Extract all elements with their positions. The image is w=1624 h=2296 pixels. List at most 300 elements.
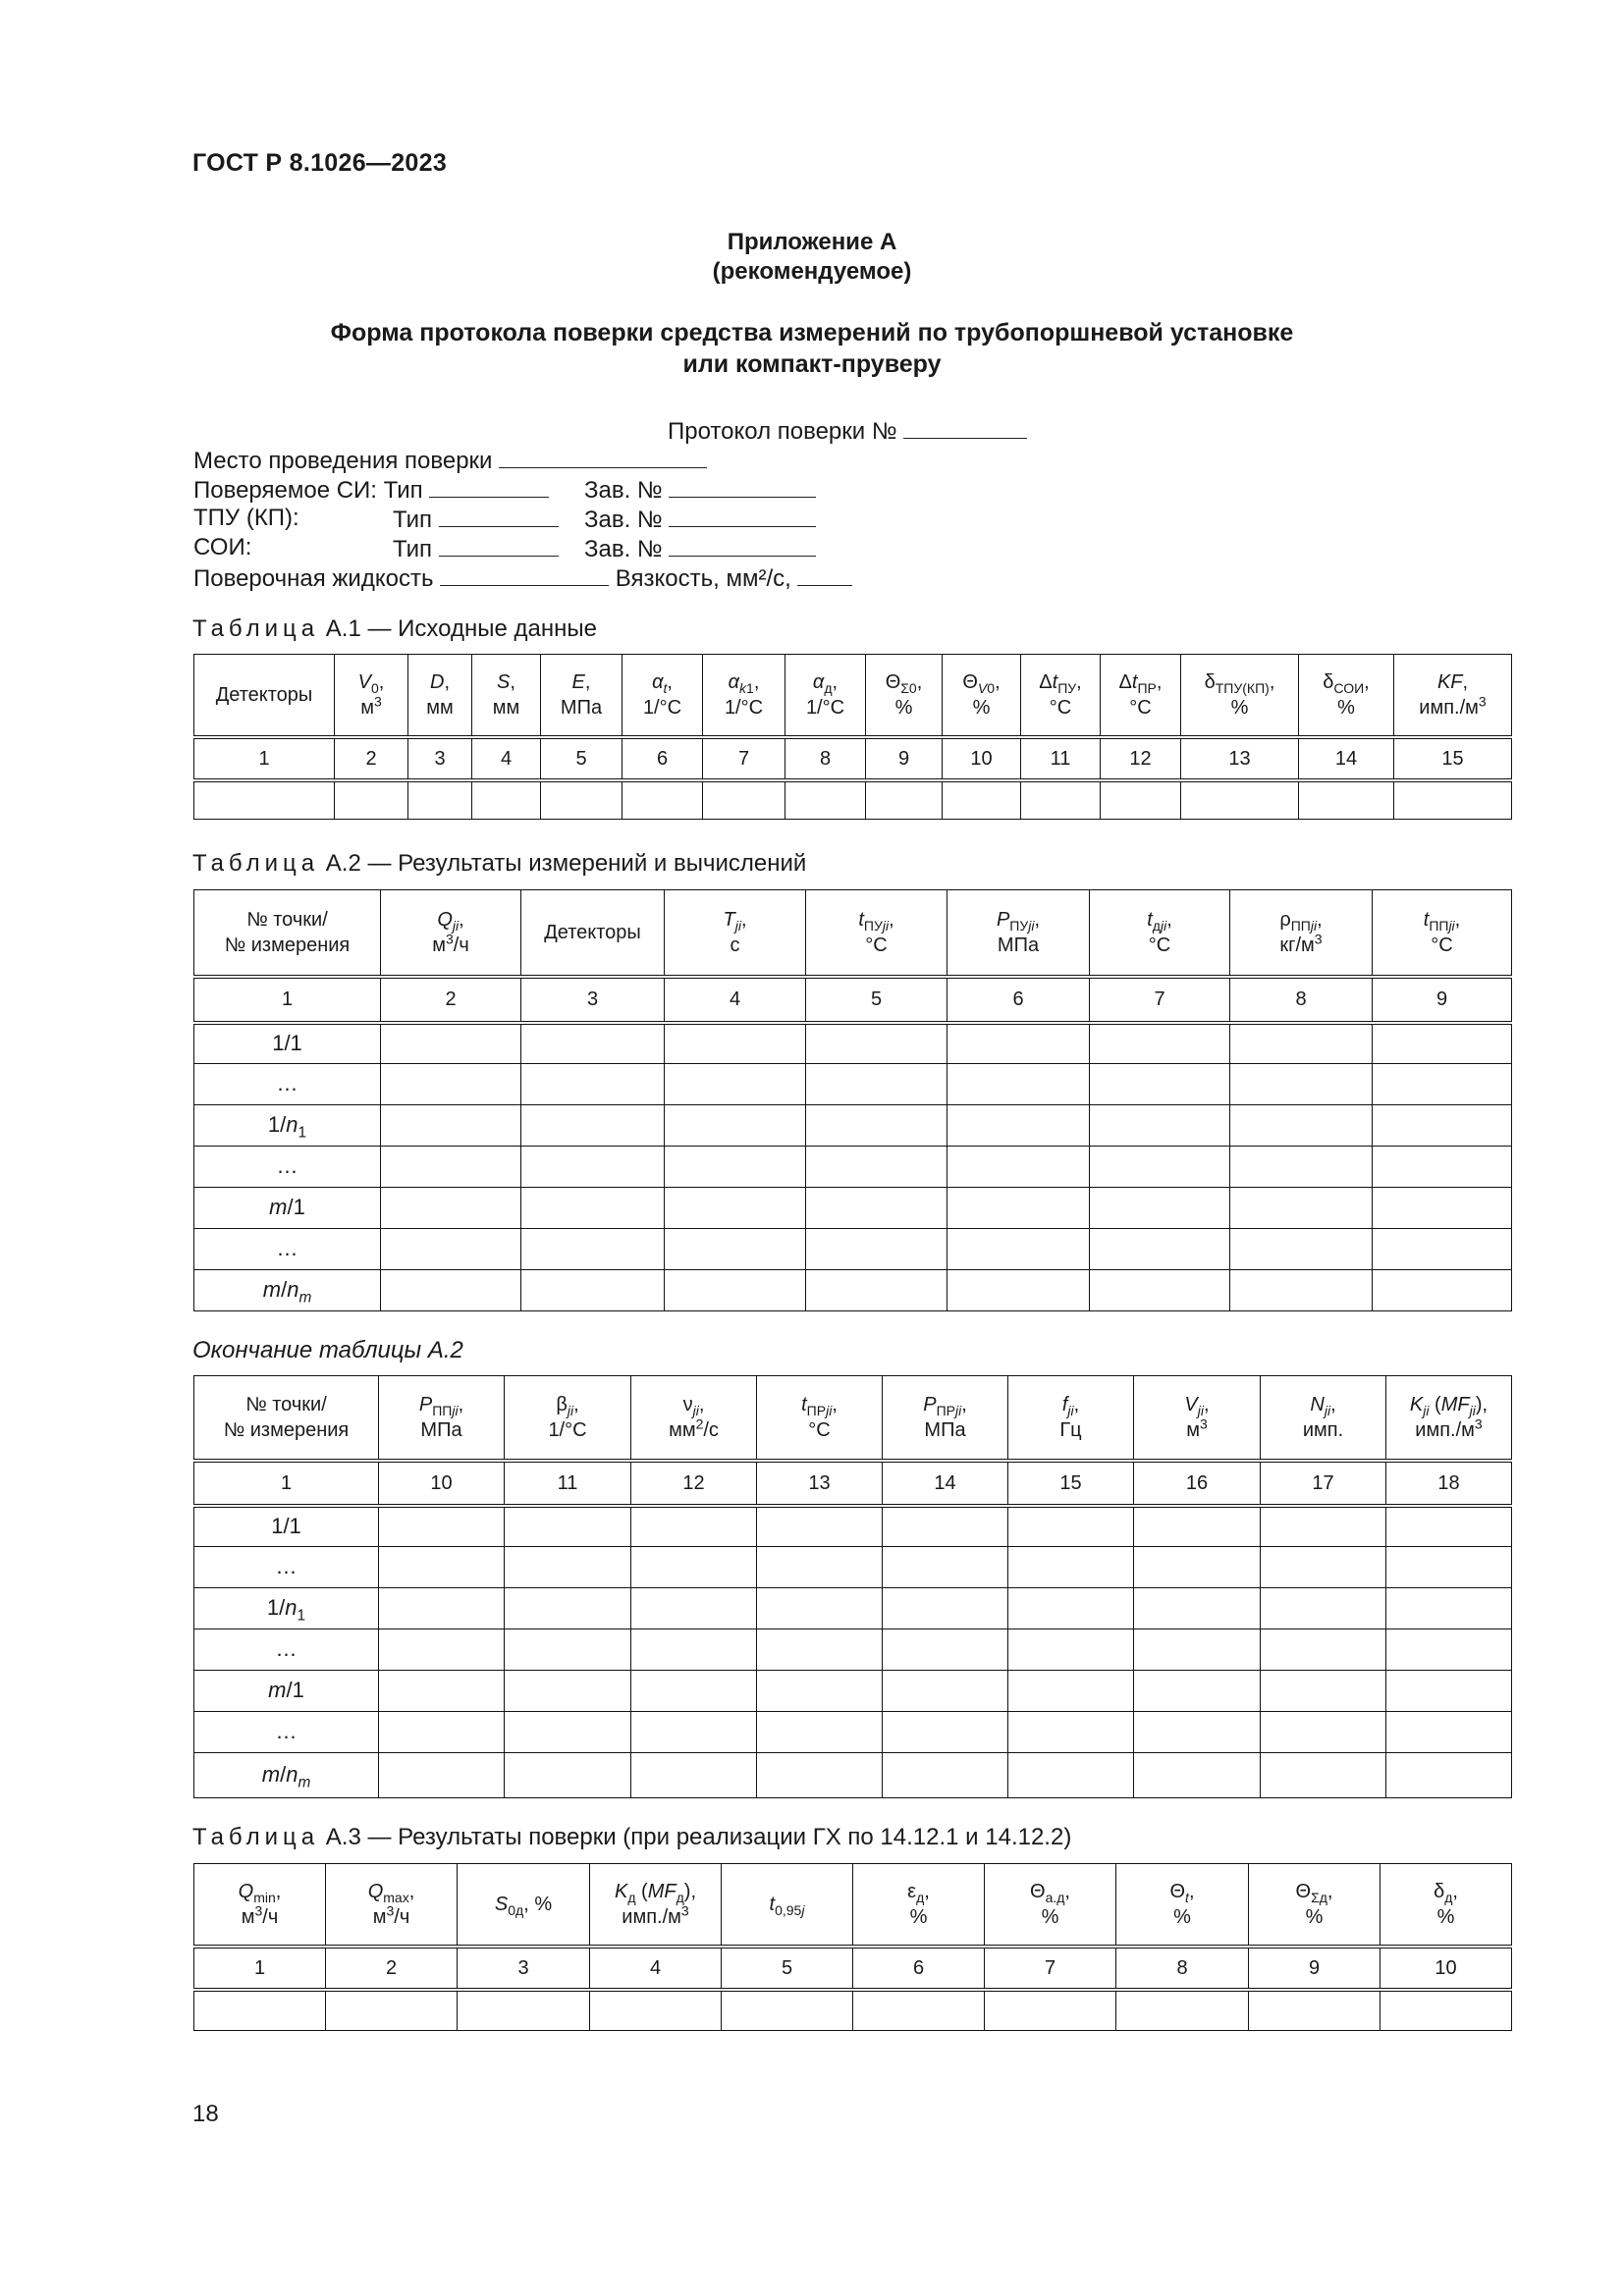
column-number: 1 xyxy=(194,1461,379,1506)
table-cell[interactable] xyxy=(1090,1270,1230,1311)
page-number: 18 xyxy=(192,2101,219,2127)
si-type-label: Поверяемое СИ: Тип xyxy=(193,477,423,504)
table-cell[interactable] xyxy=(381,1147,521,1188)
table-cell[interactable] xyxy=(505,1712,631,1753)
column-number: 15 xyxy=(1394,737,1512,780)
table-a1-caption-text: А.1 — Исходные данные xyxy=(325,615,597,642)
table-cell[interactable] xyxy=(883,1629,1008,1671)
table-cell[interactable] xyxy=(1134,1506,1261,1547)
a1-h-s: S, мм xyxy=(472,655,541,737)
table-cell[interactable] xyxy=(1090,1188,1230,1229)
table-cell[interactable] xyxy=(665,1105,806,1147)
table-cell[interactable] xyxy=(806,1270,947,1311)
table-a2-end-header-row xyxy=(194,1376,1512,1461)
column-number: 13 xyxy=(757,1461,883,1506)
table-cell[interactable] xyxy=(757,1712,883,1753)
table-cell[interactable] xyxy=(521,1105,665,1147)
table-cell[interactable] xyxy=(757,1753,883,1798)
table-a3-number-row xyxy=(194,1947,1512,1990)
a1-h-detectors: Детекторы xyxy=(194,655,335,737)
table-cell[interactable] xyxy=(521,1270,665,1311)
table-cell[interactable] xyxy=(665,1064,806,1105)
table-cell[interactable] xyxy=(947,1188,1090,1229)
a3-h-s0d: $S_{0д}$, % xyxy=(458,1864,590,1947)
table-cell[interactable] xyxy=(1373,1023,1512,1064)
a2-h-t-d: $t_{дji}$, °C xyxy=(1090,890,1230,977)
table-cell[interactable] xyxy=(1008,1753,1134,1798)
table-cell[interactable] xyxy=(665,1188,806,1229)
viscosity-blank[interactable] xyxy=(797,563,852,586)
table-row xyxy=(194,1588,1512,1629)
place-label: Место проведения поверки xyxy=(193,448,493,474)
column-number: 1 xyxy=(194,737,335,780)
protocol-number-label: Протокол поверки № xyxy=(668,418,897,445)
tpu-label: ТПУ (КП): xyxy=(193,505,299,531)
column-number: 4 xyxy=(665,977,806,1023)
table-cell[interactable] xyxy=(505,1506,631,1547)
column-number: 8 xyxy=(785,737,866,780)
a1-h-delta-soi: $\delta_{СОИ}$, % xyxy=(1299,655,1394,737)
a1-h-alpha-t: $\alpha_t$, 1/°C xyxy=(623,655,703,737)
column-number: 8 xyxy=(1116,1947,1249,1990)
table-cell[interactable] xyxy=(806,1105,947,1147)
table-cell[interactable] xyxy=(408,780,472,820)
table-cell[interactable] xyxy=(1299,780,1394,820)
a2e-h-beta: $\beta_{ji}$, 1/°C xyxy=(505,1376,631,1461)
table-cell[interactable] xyxy=(335,780,408,820)
table-cell[interactable] xyxy=(505,1588,631,1629)
table-cell[interactable] xyxy=(1090,1147,1230,1188)
table-cell[interactable] xyxy=(631,1671,757,1712)
table-cell[interactable] xyxy=(505,1753,631,1798)
column-number: 6 xyxy=(623,737,703,780)
table-row xyxy=(194,1064,1512,1105)
table-row xyxy=(194,1547,1512,1588)
table-a2 xyxy=(193,889,1512,1311)
table-cell[interactable] xyxy=(1386,1506,1512,1547)
table-cell[interactable] xyxy=(757,1506,883,1547)
table-cell[interactable] xyxy=(757,1629,883,1671)
column-number: 17 xyxy=(1261,1461,1386,1506)
row-label: 1/1 xyxy=(194,1023,381,1064)
form-title-line1: Форма протокола поверки средства измерений по трубопоршневой установке xyxy=(330,319,1294,347)
table-cell[interactable] xyxy=(1261,1712,1386,1753)
a1-h-kf: KF, $имп./м^3$ xyxy=(1394,655,1512,737)
table-cell[interactable] xyxy=(1090,1229,1230,1270)
table-cell[interactable] xyxy=(806,1064,947,1105)
a2e-h-k: $K_{ji}$ $(MF_{ji})$, $имп./м^3$ xyxy=(1386,1376,1512,1461)
table-cell[interactable] xyxy=(806,1023,947,1064)
column-number: 11 xyxy=(1021,737,1101,780)
table-cell[interactable] xyxy=(541,780,623,820)
appendix-title: Приложение А xyxy=(727,229,897,255)
tpu-type-blank[interactable] xyxy=(439,505,559,527)
column-number: 5 xyxy=(806,977,947,1023)
a2e-h-nu: $\nu_{ji}$, $мм^2/с$ xyxy=(631,1376,757,1461)
table-a3-header-row xyxy=(194,1864,1512,1947)
table-cell[interactable] xyxy=(947,1064,1090,1105)
table-row xyxy=(194,1753,1512,1798)
table-cell[interactable] xyxy=(703,780,785,820)
table-cell[interactable] xyxy=(883,1506,1008,1547)
table-cell[interactable] xyxy=(1008,1506,1134,1547)
a1-h-v0: $V_0$, $м^3$ xyxy=(335,655,408,737)
table-cell[interactable] xyxy=(1116,1990,1249,2031)
row-label: … xyxy=(194,1229,381,1270)
table-cell[interactable] xyxy=(1230,1188,1373,1229)
table-cell[interactable] xyxy=(1230,1105,1373,1147)
table-cell[interactable] xyxy=(1373,1188,1512,1229)
table-cell[interactable] xyxy=(1386,1712,1512,1753)
table-cell[interactable] xyxy=(521,1147,665,1188)
table-cell[interactable] xyxy=(521,1188,665,1229)
column-number: 9 xyxy=(1249,1947,1380,1990)
column-number: 14 xyxy=(883,1461,1008,1506)
column-number: 2 xyxy=(381,977,521,1023)
table-cell[interactable] xyxy=(1230,1023,1373,1064)
column-number: 10 xyxy=(1380,1947,1512,1990)
a1-h-d: D, мм xyxy=(408,655,472,737)
a3-h-eps-d: $\varepsilon_д$, % xyxy=(853,1864,985,1947)
table-cell[interactable] xyxy=(1261,1506,1386,1547)
column-number: 4 xyxy=(472,737,541,780)
table-cell[interactable] xyxy=(806,1229,947,1270)
table-cell[interactable] xyxy=(757,1588,883,1629)
table-cell[interactable] xyxy=(381,1064,521,1105)
table-cell[interactable] xyxy=(1008,1588,1134,1629)
table-cell[interactable] xyxy=(665,1023,806,1064)
table-cell[interactable] xyxy=(590,1990,722,2031)
table-cell[interactable] xyxy=(1090,1023,1230,1064)
table-cell[interactable] xyxy=(722,1990,853,2031)
table-row xyxy=(194,1712,1512,1753)
table-cell[interactable] xyxy=(1008,1547,1134,1588)
liquid-blank[interactable] xyxy=(440,563,609,586)
soi-type-blank[interactable] xyxy=(439,534,559,557)
standard-designation: ГОСТ Р 8.1026—2023 xyxy=(192,149,448,177)
table-cell[interactable] xyxy=(1134,1712,1261,1753)
column-number: 6 xyxy=(853,1947,985,1990)
table-a2-caption xyxy=(192,850,806,878)
table-cell[interactable] xyxy=(379,1671,505,1712)
tpu-type xyxy=(393,505,559,534)
table-row xyxy=(194,1671,1512,1712)
a2-h-t-pu: $t_{ПУji}$, °C xyxy=(806,890,947,977)
table-cell[interactable] xyxy=(472,780,541,820)
column-number: 10 xyxy=(943,737,1021,780)
table-cell[interactable] xyxy=(1101,780,1181,820)
table-cell[interactable] xyxy=(1008,1712,1134,1753)
column-number: 12 xyxy=(1101,737,1181,780)
si-serial xyxy=(584,475,816,505)
table-a3-caption-text: А.3 — Результаты поверки (при реализации ГХ по 14.12.1 и 14.12.2) xyxy=(325,1824,1072,1850)
table-a2-caption-word: Таблица xyxy=(192,850,320,877)
table-cell[interactable] xyxy=(381,1105,521,1147)
table-cell[interactable] xyxy=(883,1712,1008,1753)
table-row xyxy=(194,1147,1512,1188)
table-cell[interactable] xyxy=(785,780,866,820)
table-cell[interactable] xyxy=(1373,1229,1512,1270)
table-cell[interactable] xyxy=(1386,1753,1512,1798)
table-cell[interactable] xyxy=(665,1229,806,1270)
table-a2-header-row xyxy=(194,890,1512,977)
column-number: 7 xyxy=(985,1947,1116,1990)
table-cell[interactable] xyxy=(1134,1588,1261,1629)
row-label: … xyxy=(194,1064,381,1105)
a2-h-detectors: Детекторы xyxy=(521,890,665,977)
table-cell[interactable] xyxy=(631,1547,757,1588)
a3-h-theta-t: $\Theta_t$, % xyxy=(1116,1864,1249,1947)
table-cell[interactable] xyxy=(381,1229,521,1270)
a2-h-t-pp: $t_{ППji}$, °C xyxy=(1373,890,1512,977)
a2-h-point: № точки/ № измерения xyxy=(194,890,381,977)
column-number: 11 xyxy=(505,1461,631,1506)
table-cell[interactable] xyxy=(381,1270,521,1311)
table-a2-number-row xyxy=(194,977,1512,1023)
column-number: 1 xyxy=(194,977,381,1023)
column-number: 1 xyxy=(194,1947,326,1990)
column-number: 3 xyxy=(458,1947,590,1990)
column-number: 7 xyxy=(1090,977,1230,1023)
table-cell[interactable] xyxy=(1373,1064,1512,1105)
table-cell[interactable] xyxy=(379,1712,505,1753)
column-number: 15 xyxy=(1008,1461,1134,1506)
column-number: 2 xyxy=(326,1947,458,1990)
table-cell[interactable] xyxy=(1090,1064,1230,1105)
table-cell[interactable] xyxy=(1373,1105,1512,1147)
table-cell[interactable] xyxy=(1386,1671,1512,1712)
table-row xyxy=(194,1990,1512,2031)
table-cell[interactable] xyxy=(1261,1671,1386,1712)
column-number: 10 xyxy=(379,1461,505,1506)
a3-h-theta-ad: $\Theta_{а.д}$, % xyxy=(985,1864,1116,1947)
tpu-serial-label: Зав. № xyxy=(584,507,663,533)
form-title-line2: или компакт-пруверу xyxy=(682,350,942,378)
table-cell[interactable] xyxy=(806,1188,947,1229)
row-label-1-n1: $1/n_1$ xyxy=(194,1588,379,1629)
table-cell[interactable] xyxy=(631,1712,757,1753)
table-cell[interactable] xyxy=(505,1629,631,1671)
table-cell[interactable] xyxy=(883,1588,1008,1629)
table-cell[interactable] xyxy=(381,1188,521,1229)
appendix-subtitle: (рекомендуемое) xyxy=(712,258,912,285)
column-number: 2 xyxy=(335,737,408,780)
table-cell[interactable] xyxy=(883,1753,1008,1798)
table-cell[interactable] xyxy=(1261,1629,1386,1671)
soi-serial-label: Зав. № xyxy=(584,536,663,562)
table-cell[interactable] xyxy=(853,1990,985,2031)
table-a1-header-row xyxy=(194,655,1512,737)
a2e-h-p-pp: $P_{ППji}$, МПа xyxy=(379,1376,505,1461)
table-cell[interactable] xyxy=(883,1547,1008,1588)
table-cell[interactable] xyxy=(947,1229,1090,1270)
table-a2-end-number-row xyxy=(194,1461,1512,1506)
protocol-number-blank[interactable] xyxy=(903,416,1027,439)
a2-h-q: $Q_{ji}$, $м^3/ч$ xyxy=(381,890,521,977)
table-cell[interactable] xyxy=(1373,1270,1512,1311)
table-cell[interactable] xyxy=(631,1588,757,1629)
column-number: 9 xyxy=(1373,977,1512,1023)
a3-h-kd: $K_д$ $(MF_д)$, $имп./м^3$ xyxy=(590,1864,722,1947)
table-cell[interactable] xyxy=(631,1629,757,1671)
a1-h-theta-v0: $\Theta_{V0}$, % xyxy=(943,655,1021,737)
table-cell[interactable] xyxy=(505,1547,631,1588)
place-blank[interactable] xyxy=(499,446,707,468)
table-a3-caption-word: Таблица xyxy=(192,1824,320,1850)
tpu-serial-blank[interactable] xyxy=(669,505,816,527)
table-a1-number-row xyxy=(194,737,1512,780)
table-cell[interactable] xyxy=(1021,780,1101,820)
table-cell[interactable] xyxy=(757,1671,883,1712)
table-cell[interactable] xyxy=(631,1753,757,1798)
table-cell[interactable] xyxy=(1373,1147,1512,1188)
table-cell[interactable] xyxy=(505,1671,631,1712)
table-cell[interactable] xyxy=(1230,1229,1373,1270)
table-cell[interactable] xyxy=(1380,1990,1512,2031)
table-cell[interactable] xyxy=(806,1147,947,1188)
column-number: 7 xyxy=(703,737,785,780)
a2e-h-v: $V_{ji}$, $м^3$ xyxy=(1134,1376,1261,1461)
si-serial-label: Зав. № xyxy=(584,477,663,504)
viscosity-label: Вязкость, мм²/с, xyxy=(615,565,791,592)
column-number: 16 xyxy=(1134,1461,1261,1506)
table-cell[interactable] xyxy=(458,1990,590,2031)
tpu-type-label: Тип xyxy=(393,507,433,533)
column-number: 13 xyxy=(1181,737,1299,780)
table-cell[interactable] xyxy=(947,1147,1090,1188)
table-cell[interactable] xyxy=(665,1147,806,1188)
soi-type-label: Тип xyxy=(393,536,433,562)
row-label-m-nm: $m/n_m$ xyxy=(194,1753,379,1798)
si-line xyxy=(193,475,549,505)
table-a2-end xyxy=(193,1375,1512,1798)
table-a3 xyxy=(193,1863,1512,2031)
table-cell[interactable] xyxy=(1230,1147,1373,1188)
soi-label: СОИ: xyxy=(193,534,252,561)
table-cell[interactable] xyxy=(326,1990,458,2031)
table-cell[interactable] xyxy=(883,1671,1008,1712)
row-label-m-1: m/1 xyxy=(194,1671,379,1712)
table-cell[interactable] xyxy=(1230,1064,1373,1105)
row-label-m-1: m/1 xyxy=(194,1188,381,1229)
table-row xyxy=(194,780,1512,820)
table-row xyxy=(194,1506,1512,1547)
table-row xyxy=(194,1105,1512,1147)
table-cell[interactable] xyxy=(1134,1753,1261,1798)
liquid-line xyxy=(193,563,852,593)
soi-serial-blank[interactable] xyxy=(669,534,816,557)
column-number: 14 xyxy=(1299,737,1394,780)
tpu-serial xyxy=(584,505,816,534)
a1-h-theta-s0: $\Theta_{\Sigma 0}$, % xyxy=(866,655,943,737)
table-cell[interactable] xyxy=(521,1064,665,1105)
liquid-label: Поверочная жидкость xyxy=(193,565,434,592)
a2e-h-n: $N_{ji}$, имп. xyxy=(1261,1376,1386,1461)
table-row xyxy=(194,1188,1512,1229)
column-number: 3 xyxy=(521,977,665,1023)
si-type-blank[interactable] xyxy=(429,475,549,498)
a3-h-qmin: $Q_{min}$, $м^3/ч$ xyxy=(194,1864,326,1947)
table-cell[interactable] xyxy=(1386,1588,1512,1629)
table-cell[interactable] xyxy=(1230,1270,1373,1311)
table-cell[interactable] xyxy=(1090,1105,1230,1147)
a2e-h-f: $f_{ji}$, Гц xyxy=(1008,1376,1134,1461)
table-cell[interactable] xyxy=(631,1506,757,1547)
table-cell[interactable] xyxy=(1394,780,1512,820)
row-label: … xyxy=(194,1629,379,1671)
a1-h-dt-pr: $\Delta t_{ПР}$, °C xyxy=(1101,655,1181,737)
table-cell[interactable] xyxy=(1008,1671,1134,1712)
table-cell[interactable] xyxy=(194,1990,326,2031)
table-cell[interactable] xyxy=(1134,1671,1261,1712)
table-cell[interactable] xyxy=(1261,1588,1386,1629)
table-cell[interactable] xyxy=(379,1547,505,1588)
table-cell[interactable] xyxy=(379,1753,505,1798)
si-serial-blank[interactable] xyxy=(669,475,816,498)
table-cell[interactable] xyxy=(947,1023,1090,1064)
table-cell[interactable] xyxy=(521,1229,665,1270)
protocol-number-line xyxy=(668,416,1027,446)
table-cell[interactable] xyxy=(1181,780,1299,820)
table-cell[interactable] xyxy=(1008,1629,1134,1671)
column-number: 6 xyxy=(947,977,1090,1023)
table-cell[interactable] xyxy=(1386,1629,1512,1671)
table-cell[interactable] xyxy=(623,780,703,820)
table-cell[interactable] xyxy=(985,1990,1116,2031)
table-row xyxy=(194,1629,1512,1671)
table-cell[interactable] xyxy=(1134,1629,1261,1671)
a2e-h-point: № точки/ № измерения xyxy=(194,1376,379,1461)
a2-h-p-pu: $P_{ПУji}$, МПа xyxy=(947,890,1090,977)
table-cell[interactable] xyxy=(947,1105,1090,1147)
table-cell[interactable] xyxy=(1261,1547,1386,1588)
table-row xyxy=(194,1229,1512,1270)
table-cell[interactable] xyxy=(521,1023,665,1064)
table-cell[interactable] xyxy=(1261,1753,1386,1798)
table-cell[interactable] xyxy=(379,1506,505,1547)
table-cell[interactable] xyxy=(757,1547,883,1588)
column-number: 3 xyxy=(408,737,472,780)
column-number: 9 xyxy=(866,737,943,780)
table-cell[interactable] xyxy=(379,1629,505,1671)
a3-h-qmax: $Q_{max}$, $м^3/ч$ xyxy=(326,1864,458,1947)
a2-h-rho: $\rho_{ППji}$, $кг/м^3$ xyxy=(1230,890,1373,977)
table-row xyxy=(194,1023,1512,1064)
table-cell[interactable] xyxy=(866,780,943,820)
table-a2-end-caption: Окончание таблицы А.2 xyxy=(192,1337,463,1363)
table-cell[interactable] xyxy=(194,780,335,820)
table-a2-caption-text: А.2 — Результаты измерений и вычислений xyxy=(325,850,807,877)
table-cell[interactable] xyxy=(1249,1990,1380,2031)
soi-serial xyxy=(584,534,816,563)
a1-h-alpha-d: $\alpha_д$, 1/°C xyxy=(785,655,866,737)
table-cell[interactable] xyxy=(943,780,1021,820)
table-cell[interactable] xyxy=(379,1588,505,1629)
row-label-1-n1: $1/n_1$ xyxy=(194,1105,381,1147)
table-cell[interactable] xyxy=(1386,1547,1512,1588)
table-cell[interactable] xyxy=(381,1023,521,1064)
a2-h-t: $T_{ji}$, с xyxy=(665,890,806,977)
a3-h-delta-d: $\delta_д$, % xyxy=(1380,1864,1512,1947)
column-number: 5 xyxy=(541,737,623,780)
table-cell[interactable] xyxy=(1134,1547,1261,1588)
table-row xyxy=(194,1270,1512,1311)
table-a3-caption xyxy=(192,1824,1071,1851)
table-cell[interactable] xyxy=(665,1270,806,1311)
table-cell[interactable] xyxy=(947,1270,1090,1311)
table-a1 xyxy=(193,654,1512,820)
a1-h-dt-pu: $\Delta t_{ПУ}$, °C xyxy=(1021,655,1101,737)
